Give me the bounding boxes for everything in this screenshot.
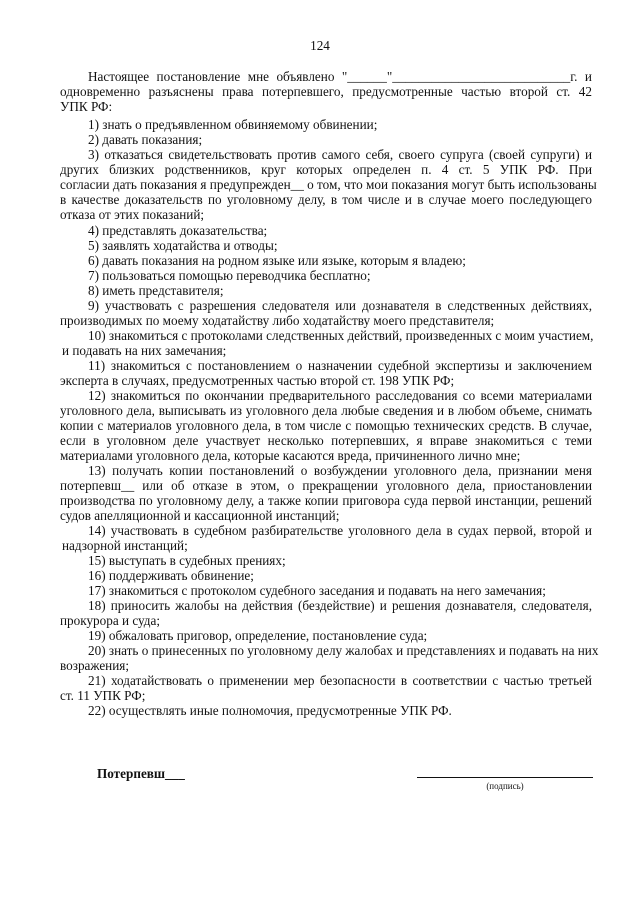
text-line: в качестве доказательств по уголовному делу, в том числе и в случае моего последующего <box>60 192 592 207</box>
text-line: 6) давать показания на родном языке или языке, которым я владею; <box>88 253 466 268</box>
signature-caption: (подпись) <box>486 781 524 791</box>
text-line: 16) поддерживать обвинение; <box>88 568 254 583</box>
text-line: если в уголовном деле участвует несколько потерпевших, я вправе знакомиться с теми <box>60 433 592 448</box>
text-line: прокурора и суда; <box>60 613 161 628</box>
text-line: 7) пользоваться помощью переводчика бесплатно; <box>88 268 371 283</box>
signature-label: Потерпевш___ <box>97 766 185 781</box>
text-line: 2) давать показания; <box>88 132 203 147</box>
text-line: и подавать на них замечания; <box>62 343 227 358</box>
page-number: 124 <box>310 38 330 53</box>
text-line: Настоящее постановление мне объявлено "______"___________________________г. и <box>88 69 592 84</box>
text-line: 19) обжаловать приговор, определение, постановление суда; <box>88 628 428 643</box>
text-line: 9) участвовать с разрешения следователя или дознавателя в следственных действиях, <box>88 298 592 313</box>
text-line: возражения; <box>60 658 130 673</box>
text-line: производства по уголовному делу, а также копии приговора суда первой инстанции, решений <box>60 493 592 508</box>
text-line: 5) заявлять ходатайства и отводы; <box>88 238 278 253</box>
text-line: отказа от этих показаний; <box>60 207 205 222</box>
text-line: одновременно разъяснены права потерпевшего, предусмотренные частью второй ст. 42 <box>60 84 592 99</box>
text-line: УПК РФ: <box>60 99 113 114</box>
text-line: 8) иметь представителя; <box>88 283 224 298</box>
text-line: копии с материалов уголовного дела, в том числе с помощью технических средств. В случае, <box>60 418 592 433</box>
text-line: 12) знакомиться по окончании предварительного расследования со всеми материалами <box>88 388 592 403</box>
text-line: 21) ходатайствовать о применении мер безопасности в соответствии с частью третьей <box>88 673 592 688</box>
text-line: 20) знать о принесенных по уголовному делу жалобах и представлениях и подавать на них <box>88 643 599 658</box>
text-line: 13) получать копии постановлений о возбуждении уголовного дела, признании меня <box>88 463 592 478</box>
text-line: 3) отказаться свидетельствовать против самого себя, своего супруга (своей супруги) и <box>88 147 592 162</box>
text-line: производимых по моему ходатайству либо ходатайству моего представителя; <box>60 313 495 328</box>
text-line: 14) участвовать в судебном разбирательстве уголовного дела в судах первой, второй и <box>88 523 592 538</box>
text-line: потерпевш__ или об отказе в этом, о прекращении уголовного дела, приостановлении <box>60 478 592 493</box>
text-line: надзорной инстанций; <box>62 538 188 553</box>
text-line: эксперта в случаях, предусмотренных частью второй ст. 198 УПК РФ; <box>60 373 455 388</box>
text-line: 11) знакомиться с постановлением о назначении судебной экспертизы и заключением <box>88 358 592 373</box>
text-line: 10) знакомиться с протоколами следственных действий, произведенных с моим участием, <box>88 328 594 343</box>
signature-line <box>417 777 593 778</box>
text-line: ст. 11 УПК РФ; <box>60 688 146 703</box>
text-line: 4) представлять доказательства; <box>88 223 268 238</box>
text-line: 17) знакомиться с протоколом судебного заседания и подавать на него замечания; <box>88 583 546 598</box>
text-line: согласии дать показания я предупрежден__ о том, что мои показания могут быть использованы <box>60 177 597 192</box>
text-line: материалами уголовного дела, которые касаются вреда, причиненного лично мне; <box>60 448 521 463</box>
text-line: других близких родственников, круг которых определен п. 4 ст. 5 УПК РФ. При <box>60 162 592 177</box>
text-line: судов апелляционной и кассационной инстанций; <box>60 508 340 523</box>
text-line: уголовного дела, выписывать из уголовного дела любые сведения и в любом объеме, снимать <box>60 403 592 418</box>
text-line: 18) приносить жалобы на действия (бездействие) и решения дознавателя, следователя, <box>88 598 592 613</box>
text-line: 22) осуществлять иные полномочия, предусмотренные УПК РФ. <box>88 703 452 718</box>
text-line: 1) знать о предъявленном обвиняемому обвинении; <box>88 117 378 132</box>
text-line: 15) выступать в судебных прениях; <box>88 553 286 568</box>
